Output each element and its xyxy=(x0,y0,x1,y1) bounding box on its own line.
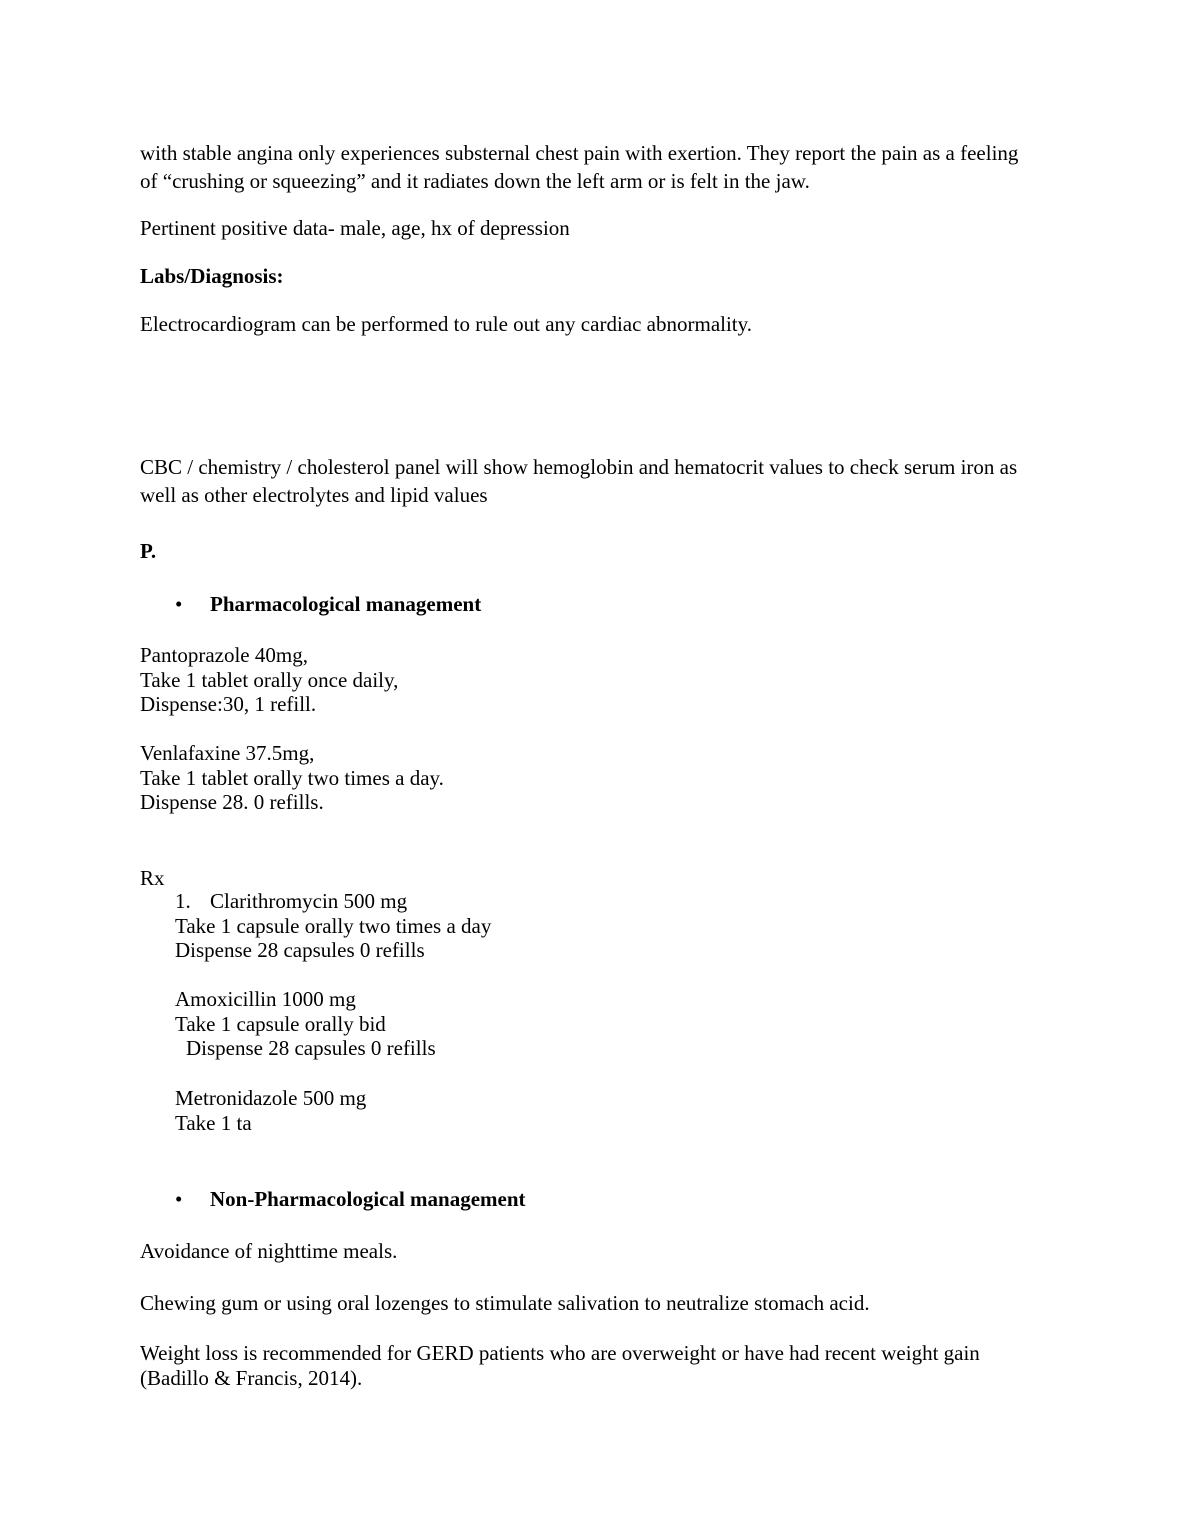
rx-line: Pantoprazole 40mg, xyxy=(140,643,308,667)
antibiotic-list xyxy=(175,889,491,963)
cbc-paragraph xyxy=(140,453,1060,509)
rx-line: Metronidazole 500 mg xyxy=(175,1086,367,1110)
rx-line: Amoxicillin 1000 mg xyxy=(175,987,356,1011)
rx-line: Take 1 capsule orally two times a day xyxy=(175,913,492,938)
rx-label: Rx xyxy=(140,866,165,890)
avoidance-paragraph: Avoidance of nighttime meals. xyxy=(140,1239,398,1263)
intro-paragraph xyxy=(140,139,1060,195)
cbc-line-1: CBC / chemistry / cholesterol panel will show hemoglobin and hematocrit values to check serum iron as xyxy=(140,455,1018,479)
intro-line-2: of “crushing or squeezing” and it radiates down the left arm or is felt in the jaw. xyxy=(140,169,810,193)
rx-line: Venlafaxine 37.5mg, xyxy=(140,741,315,765)
rx-line: Take 1 capsule orally bid xyxy=(175,1011,386,1036)
bullet-icon: • xyxy=(175,1187,183,1211)
bullet-icon: • xyxy=(175,592,183,616)
non-pharmacological-heading: Non-Pharmacological management xyxy=(210,1187,526,1211)
weight-line-1: Weight loss is recommended for GERD patients who are overweight or have had recent weight gain xyxy=(140,1341,980,1365)
metronidazole-rx xyxy=(175,1086,366,1135)
rx-line: Take 1 tablet orally once daily, xyxy=(140,667,399,692)
rx-line: Take 1 tablet orally two times a day. xyxy=(140,765,444,790)
rx-line: Dispense 28 capsules 0 refills xyxy=(186,1036,436,1060)
plan-heading: P. xyxy=(140,539,157,563)
rx-line: Dispense 28 capsules 0 refills xyxy=(175,938,425,962)
rx-line: Dispense:30, 1 refill. xyxy=(140,692,317,716)
pantoprazole-rx xyxy=(140,643,1060,717)
list-number: 1. xyxy=(175,889,191,913)
pertinent-positive-paragraph: Pertinent positive data- male, age, hx of depression xyxy=(140,216,570,240)
venlafaxine-rx xyxy=(140,741,1060,815)
chewing-gum-paragraph: Chewing gum or using oral lozenges to stimulate salivation to neutralize stomach acid. xyxy=(140,1291,870,1315)
weight-loss-paragraph xyxy=(140,1341,1060,1390)
clarithromycin-line: 1. Clarithromycin 500 mg xyxy=(175,889,408,913)
rx-line: Take 1 ta xyxy=(175,1110,252,1135)
amoxicillin-rx xyxy=(175,987,436,1061)
rx-line: Dispense 28. 0 refills. xyxy=(140,790,324,814)
intro-line-1: with stable angina only experiences substernal chest pain with exertion. They report the pain as a feeling xyxy=(140,141,1019,165)
labs-heading: Labs/Diagnosis: xyxy=(140,264,284,288)
ecg-paragraph: Electrocardiogram can be performed to rule out any cardiac abnormality. xyxy=(140,312,753,336)
weight-line-2: (Badillo & Francis, 2014). xyxy=(140,1365,363,1390)
cbc-line-2: well as other electrolytes and lipid values xyxy=(140,483,488,507)
pharmacological-heading: Pharmacological management xyxy=(210,592,482,616)
